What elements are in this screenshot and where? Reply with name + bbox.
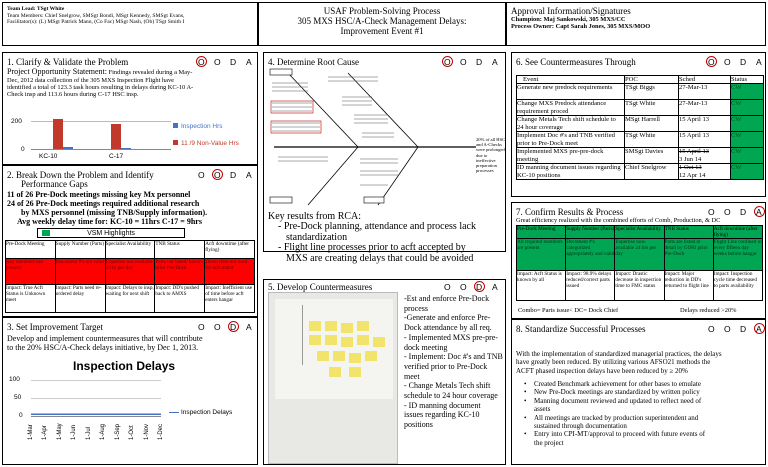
section-5-title: 5. Develop Countermeasures: [268, 282, 373, 292]
s1-y-tick-200: 200: [11, 118, 22, 125]
s8-intro-1: With the implementation of standardized managerial practices, the delays: [516, 350, 722, 358]
rca-item-2a: - Flight line processes prior to acft accepted by: [278, 242, 466, 253]
s5-item-12: positions: [404, 420, 433, 430]
s5-item-8: - Change Metals Tech shift: [404, 381, 491, 391]
x-tick-label: 1-Apr: [42, 425, 49, 440]
s1-subtitle: Project Opportunity Statement:: [7, 67, 107, 76]
s3-text-2: to the 20% HSC/A-Check delays initiative, by Dec 1, 2013.: [7, 343, 199, 352]
champion: Champion: Maj Sankowski, 305 MXS/CC: [511, 16, 626, 23]
s3-y-tick-50: 50: [14, 394, 22, 401]
header-title-box: [258, 2, 506, 46]
team-lead: Team Lead: TSgt White: [7, 6, 65, 12]
bar-c17-inspection-hrs: [111, 124, 121, 149]
doc-title-2: 305 MXS HSC/A-Check Management Delays:: [297, 16, 467, 26]
s8-intro-2: have greatly been reduced. By utilizing various AFSO21 methods the: [516, 358, 711, 367]
rca-item-1b: standardization: [286, 231, 348, 243]
s6-row-2: Change Metals Tech shift schedule to 24 hour coverage MSgt Harrell 15 April 13 CW: [517, 116, 764, 132]
s5-item-3: Dock attendance by all req.: [404, 323, 492, 333]
s1-cat-c17: C-17: [109, 153, 124, 160]
rca-title: Key results from RCA:: [268, 211, 362, 222]
x-tick-label: 1-Jun: [71, 424, 78, 440]
s8-bullet-1: • New Pre-Dock meetings are standardized by written policy: [524, 388, 700, 397]
s8-intro-3: ACFT phased inspection delays have been reduced by ≥ 20%: [516, 366, 688, 375]
s2-col-2: Specialist Availability: [105, 241, 155, 259]
s8-bullet-0: • Created Benchmark achievement for other bases to emulate: [524, 380, 701, 388]
approval-title: Approval Information/Signatures: [511, 6, 631, 16]
bar-kc10-non-value-hrs: [63, 147, 73, 149]
section-2: 2. Break Down the Problem and Identify Performance Gaps O O D A 11 of 26 Pre-Dock meetings missing key Mx personnel 24 of 26 Pre-Dock meetings required additional research by MXS personnel (missing TNB/Supply information). Avg weekly delay time for: KC-10 = 11hrs C-17 = 9hrs VSM Highlights Pre-Dock Meeting Supply Number (Parts) Specialist Availability TNB Status Acft downtime (after flying) Key members not present Document #'s not valid Expertise not available 24 hr per day Parts not listed/ known prior Pre-Dock Down time not used for acft maint Impact: True Acft Status is Unknown meet Impact: Parts need re-ordered delay Impact: Delays to insp, waiting for next shift Impact: DD's pushed back to AMXS Impact: Inefficient use of time before acft enters hangar: [2, 165, 258, 317]
process-owner: Process Owner: Capt Sarah Jones, 305 MXS/MOO: [511, 23, 651, 31]
s5-item-9: schedule to 24 hour coverage: [404, 391, 498, 401]
s3-line-chart: [9, 376, 249, 464]
s5-item-4: - Implemented MXS pre-pre-: [404, 332, 498, 342]
section-6-title: 6. See Countermeasures Through: [516, 57, 636, 67]
s1-legend: [173, 123, 239, 147]
section-7: 7. Confirm Results & Process O O D A Great efficiency realized with the combined efforts of Comb, Production, & DC Pre-Dock Meeting Supply Number (Parts) Specialist Availability TNB Status Acft downtime (after flying) All required members are present Document #'s categorized appropriately and valid Expertise now available 24 hrs per day Parts are listed in detail by GO81 prior Pre-Dock Flight Line confined in every fifteen day weeks before hangar Impact: Acft Status is known by all Impact: 98.9% delays reduced/correct parts issued Impact: Drastic decrease in inspection time to FMC status Impact: Major reduction in DD's returned to flight line Impact: Inspection cycle time decreased to parts availability Combo= Parts issue< DC= Dock Chief Delays reduced >20%: [511, 202, 766, 319]
section-4-title: 4. Determine Root Cause: [268, 57, 359, 67]
section-4: 4. Determine Root Cause O O D A 20% of all HSC and A-Checks were prolonged due to ineffective preparation processes Key results from RCA: - Pre-Dock planning, attendance and process lack standardization - Flight line processes prior to acft accepted by MXS are creating delays that could be avoided: [263, 52, 506, 252]
section-3: 3. Set Improvement Target O O D A Develop and implement countermeasures that will contribute to the 20% HSC/A-Check delays initiative, by Dec 1, 2013. Inspection Delays 100 50 0 1-Mar 1-Apr 1-May 1-Jun 1-Jul 1-Aug 1-Sep 1-Oct 1-Nov 1-Dec Inspection Delays: [2, 317, 258, 465]
s3-chart-title: Inspection Delays: [73, 359, 176, 373]
s5-item-0: -Est and enforce Pre-Dock: [404, 294, 490, 303]
s1-text-a: Findings revealed during a May-: [108, 69, 193, 76]
s3-y-tick-100: 100: [9, 376, 20, 383]
s2-line-4: Avg weekly delay time for: KC-10 = 11hrs C-17 = 9hrs: [17, 217, 202, 226]
s1-text-d: Check insp and 113.6 hours during C-17 HSC insp.: [7, 91, 139, 98]
s2-header-row: [6, 241, 255, 259]
s3-line-svg: [31, 380, 161, 416]
s6-row-3: Implement Doc #'s and TNB verified prior to Pre-Dock meet TSgt White 15 April 13 CW: [517, 132, 764, 148]
s3-legend: Inspection Delays: [181, 409, 233, 416]
section-7-title: 7. Confirm Results & Process: [516, 207, 624, 217]
s6-row-5: ID manning document issues regarding KC-10 positions Chief Snelgrow 1 Oct 13 12 Apr 14 CW: [517, 164, 764, 180]
sticky-notes: [309, 321, 389, 381]
header-approval-box: [506, 2, 766, 46]
s5-item-2: -Generate and enforce Pre-: [404, 313, 491, 323]
section-8-title: 8. Standardize Successful Processes: [516, 324, 646, 334]
s5-item-5: dock meeting: [404, 342, 448, 352]
header-team-box: [2, 2, 258, 46]
s7-subtitle: Great efficiency realized with the combined efforts of Comb, Production, & DC: [516, 217, 721, 224]
bar-kc10-inspection-hrs: [53, 119, 63, 149]
s1-cat-kc10: KC-10: [39, 153, 58, 160]
s8-bullet-4b: the project: [534, 438, 564, 447]
s2-impact-row: Impact: True Acft Status is Unknown meet Impact: Parts need re-ordered delay Impact: Delays to insp, waiting for next shift Impact: DD's pushed back to AMXS Impact: Inefficient use of time before acft enters hangar: [6, 285, 255, 313]
section-5: 5. Develop Countermeasures O O D A -Est and enforce Pre-Dock process -Generate and enforce Pre- Dock attendance by all req. - Implemented MXS pre-pre- dock meeting - Implement: Doc #'s and TNB verified prior to Pre-Dock meet - Change Metals Tech shift schedule to 24 hour coverage - ID manning document issues regarding KC-10 positions: [263, 279, 506, 465]
s1-y-tick-0: 0: [21, 146, 25, 153]
section-6: 6. See Countermeasures Through O O D A Event POC Sched Status Generate new predock requirements TSgt Biggs 27-Mar-13 CW Change MXS Predock attendance requirement proced TSgt White 27-Mar-13 CW Change Metals Tech shift schedule to 24 hour coverage MSgt Harrell 15 April 13 CW Implement Doc #'s and TNB verified prior to Pre-Dock meet TSgt White 15 April 13 CW Implemented MXS pre-pre-dock meeting SMSgt Davies 15 April 13 3 Jun 14 CW ID manning document issues regarding KC-10 positions Chief Snelgrow 1 Oct 13 12 Apr 14 CW: [511, 52, 766, 197]
doc-title-1: USAF Problem-Solving Process: [323, 6, 441, 16]
rca-item-1a: - Pre-Dock planning, attendance and process lack: [278, 221, 476, 232]
doc-title-3: Improvement Event #1: [340, 26, 424, 36]
facilitators: Facilitator(s): (L) MSgt Patrick Mann, (Co Fac) MSgt Nash, (Ob) TSgt Smith I: [7, 19, 185, 26]
x-tick-label: 1-Jul: [85, 426, 92, 440]
s2-line-2: 24 of 26 Pre-Dock meetings required additional research: [7, 199, 200, 208]
fishbone-effect-note: 20% of all HSC and A-Checks were prolonged due to ineffective preparation processes: [476, 137, 506, 174]
s2-col-1: Supply Number (Parts): [55, 241, 105, 259]
section-8: 8. Standardize Successful Processes O O D A With the implementation of standardized managerial practices, the delays have greatly been reduced. By utilizing various AFSO21 methods the ACFT phased inspection delays have been reduced by ≥ 20% • Created Benchmark achievement for other bases to emulate • New Pre-Dock meetings are standardized by written policy • Manning document reviewed and updated to reflect need of assets • All meetings are tracked by production superintendent and sustained through documentation • Entry into CPI-MT/approval to proceed with future events of the project: [511, 319, 766, 465]
s8-bullet-3b: sustained through documentation: [534, 422, 627, 431]
s6-row-0: Generate new predock requirements TSgt Biggs 27-Mar-13 CW: [517, 84, 764, 100]
section-2-title-2: Performance Gaps: [21, 179, 88, 189]
countermeasure-whiteboard-photo: [268, 292, 398, 464]
s6-row-4: Implemented MXS pre-pre-dock meeting SMSgt Davies 15 April 13 3 Jun 14 CW: [517, 148, 764, 164]
fishbone-diagram: [268, 67, 504, 207]
x-tick-label: 1-May: [56, 423, 63, 440]
s3-text-1: Develop and implement countermeasures that will contribute: [7, 334, 203, 343]
s7-footer-1: Combo= Parts issue< DC= Dock Chief: [518, 307, 619, 314]
section-3-title: 3. Set Improvement Target: [7, 322, 104, 332]
s2-col-4: Acft downtime (after flying): [205, 241, 255, 259]
s6-header-row: Event POC Sched Status: [517, 76, 764, 84]
s1-legend-1: Inspection Hrs: [181, 123, 223, 130]
s1-text-c: identified a total of 123.3 task hours resulting in delays during KC-10 A-: [7, 84, 194, 91]
s2-col-3: TNB Status: [155, 241, 205, 259]
bar-c17-non-value-hrs: [121, 148, 131, 149]
x-tick-label: 1-Aug: [100, 423, 107, 440]
s3-y-tick-0: 0: [19, 412, 23, 419]
s7-impact-row: Impact: Acft Status is known by all Impact: 98.9% delays reduced/correct parts issued Impact: Drastic decrease in inspection time to FMC status Impact: Major reduction in DD's returned to flight line Impact: Inspection cycle time decreased to parts availability: [517, 271, 763, 301]
x-tick-label: 1-Oct: [129, 425, 136, 440]
s7-header-row: Pre-Dock Meeting Supply Number (Parts) Specialist Availability TNB Status Acft downtime (after flying): [517, 226, 763, 239]
section-1-title: 1. Clarify & Validate the Problem: [7, 57, 129, 67]
s2-line-3: by MXS personnel (missing TNB/Supply information).: [21, 208, 208, 217]
s2-vsm-table: [5, 240, 255, 313]
s6-row-1: Change MXS Predock attendance requirement proced TSgt White 27-Mar-13 CW: [517, 100, 764, 116]
s1-text-b: Dec, 2012 data collection of the 305 MXS Inspection Flight have: [7, 77, 175, 84]
s8-bullet-4: • Entry into CPI-MT/approval to proceed with future events of: [524, 430, 706, 439]
team-members: Team Members: Chief Snelgrow, SMSgt Bondi, MSgt Kennedy, SMSgt Evans,: [7, 12, 185, 19]
s6-action-table: [516, 75, 764, 180]
section-2-title: 2. Break Down the Problem and Identify: [7, 170, 154, 180]
rca-item-2b: MXS are creating delays that could be avoided: [286, 252, 474, 264]
s5-item-10: - ID manning document: [404, 400, 481, 410]
s8-bullet-2: • Manning document reviewed and updated to reflect need of: [524, 396, 702, 405]
s1-bar-chart: [11, 109, 171, 161]
s7-results-table: [516, 225, 763, 301]
x-tick-label: 1-Sep: [114, 423, 121, 440]
vsm-highlights-label: VSM Highlights: [87, 230, 135, 237]
s8-bullet-2b: assets: [534, 405, 551, 414]
s2-line-1: 11 of 26 Pre-Dock meetings missing key Mx personnel: [7, 190, 191, 199]
s1-legend-2: 11 /9 Non-Value Hrs: [181, 140, 239, 147]
x-tick-label: 1-Dec: [158, 423, 164, 440]
s2-col-0: Pre-Dock Meeting: [6, 241, 56, 259]
s7-green-row: All required members are present Document #'s categorized appropriately and valid Expertise now available 24 hrs per day Parts are listed in detail by GO81 prior Pre-Dock Flight Line confined in every fifteen day weeks before hangar: [517, 239, 763, 271]
s8-bullet-3: • All meetings are tracked by production superintendent and: [524, 413, 699, 422]
vsm-highlights-banner: [37, 228, 185, 238]
s3-x-ticks: [28, 418, 164, 460]
section-1: 1. Clarify & Validate the Problem O O D A Project Opportunity Statement: Findings revealed during a May- Dec, 2012 data collection of the 305 MXS Inspection Flight have identified a total of 123.3 task hours resulting in delays during KC-10 A- Check insp and 113.6 hours during C-17 HSC insp. 200 0 KC-10 C-17 Inspection Hrs 11 /9 Non-Value Hrs: [2, 52, 258, 165]
s5-item-11: issues regarding KC-10: [404, 410, 480, 420]
x-tick-label: 1-Mar: [28, 424, 34, 440]
s5-item-1: process: [404, 303, 428, 313]
s7-footer-2: Delays reduced >20%: [680, 307, 737, 314]
s8-bullet-list: [524, 380, 764, 447]
x-tick-label: 1-Nov: [143, 423, 150, 440]
s2-red-row: Key members not present Document #'s not valid Expertise not available 24 hr per day Parts not listed/ known prior Pre-Dock Down time not used for acft maint: [6, 259, 255, 285]
s5-item-7: verified prior to Pre-Dock meet: [404, 361, 488, 381]
s5-item-6: - Implement: Doc #'s and TNB: [404, 352, 503, 362]
